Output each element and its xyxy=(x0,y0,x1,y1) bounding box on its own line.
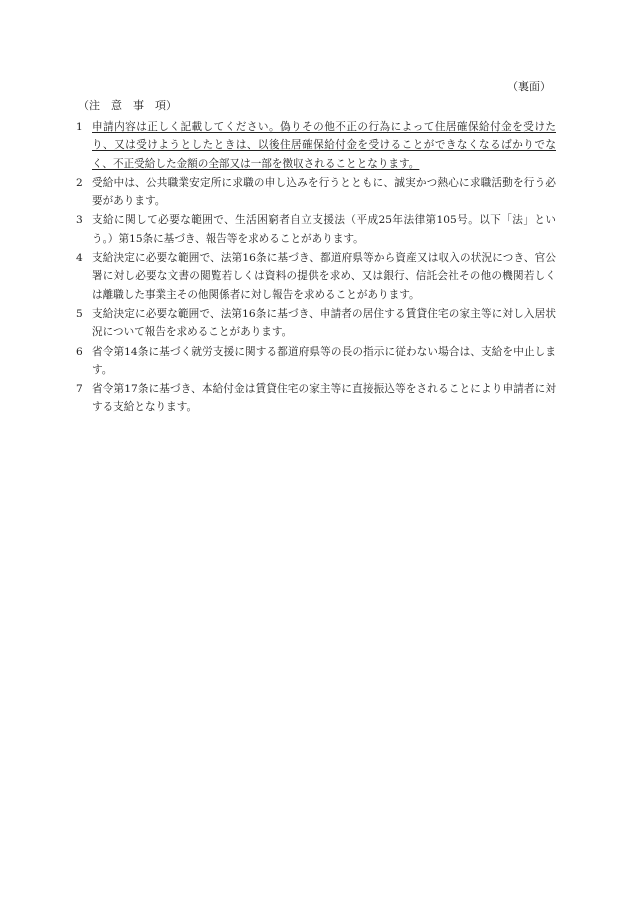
note-number: 1 xyxy=(76,121,83,133)
note-item-6 xyxy=(76,343,556,380)
note-item-5 xyxy=(76,305,556,342)
note-text: 申請内容は正しく記載してください。偽りその他不正の行為によって住居確保給付金を受けたり、又は受けようとしたときは、以後住居確保給付金を受けることができなくなるばかりでなく、不正受給した金額の全部又は一部を徴収されることとなります。 xyxy=(92,121,556,170)
notes-list xyxy=(76,118,556,418)
note-text: 省令第17条に基づき、本給付金は賃貸住宅の家主等に直接振込等をされることにより申請者に対する支給となります。 xyxy=(92,383,556,414)
note-number: 5 xyxy=(76,307,83,320)
note-number: 2 xyxy=(76,176,83,189)
note-text: 受給中は、公共職業安定所に求職の申し込みを行うとともに、誠実かつ熱心に求職活動を行う必要があります。 xyxy=(92,176,556,208)
notes-heading: （注 意 事 項） xyxy=(78,99,177,112)
note-item-3 xyxy=(76,211,556,248)
note-number: 4 xyxy=(76,252,83,265)
back-side-label: （裏面） xyxy=(507,80,551,93)
note-number: 6 xyxy=(76,345,83,358)
note-item-1 xyxy=(76,118,556,173)
note-number: 3 xyxy=(76,214,83,227)
note-text: 支給決定に必要な範囲で、法第16条に基づき、都道府県等から資産又は収入の状況につき、官公署に対し必要な文書の閲覧若しくは資料の提供を求め、又は銀行、信託会社その他の機関若しくは離職した事業主その他関係者に対し報告を求めることがあります。 xyxy=(92,252,556,301)
note-text: 省令第14条に基づく就労支援に関する都道府県等の長の指示に従わない場合は、支給を中止します。 xyxy=(92,345,556,376)
note-number: 7 xyxy=(76,383,83,396)
note-text: 支給決定に必要な範囲で、法第16条に基づき、申請者の居住する賃貸住宅の家主等に対し入居状況について報告を求めることがあります。 xyxy=(92,307,556,339)
note-item-4 xyxy=(76,249,556,304)
note-text: 支給に関して必要な範囲で、生活困窮者自立支援法（平成25年法律第105号。以下「法」という。）第15条に基づき、報告等を求めることがあります。 xyxy=(92,214,556,245)
note-item-7 xyxy=(76,380,556,417)
note-item-2 xyxy=(76,174,556,211)
